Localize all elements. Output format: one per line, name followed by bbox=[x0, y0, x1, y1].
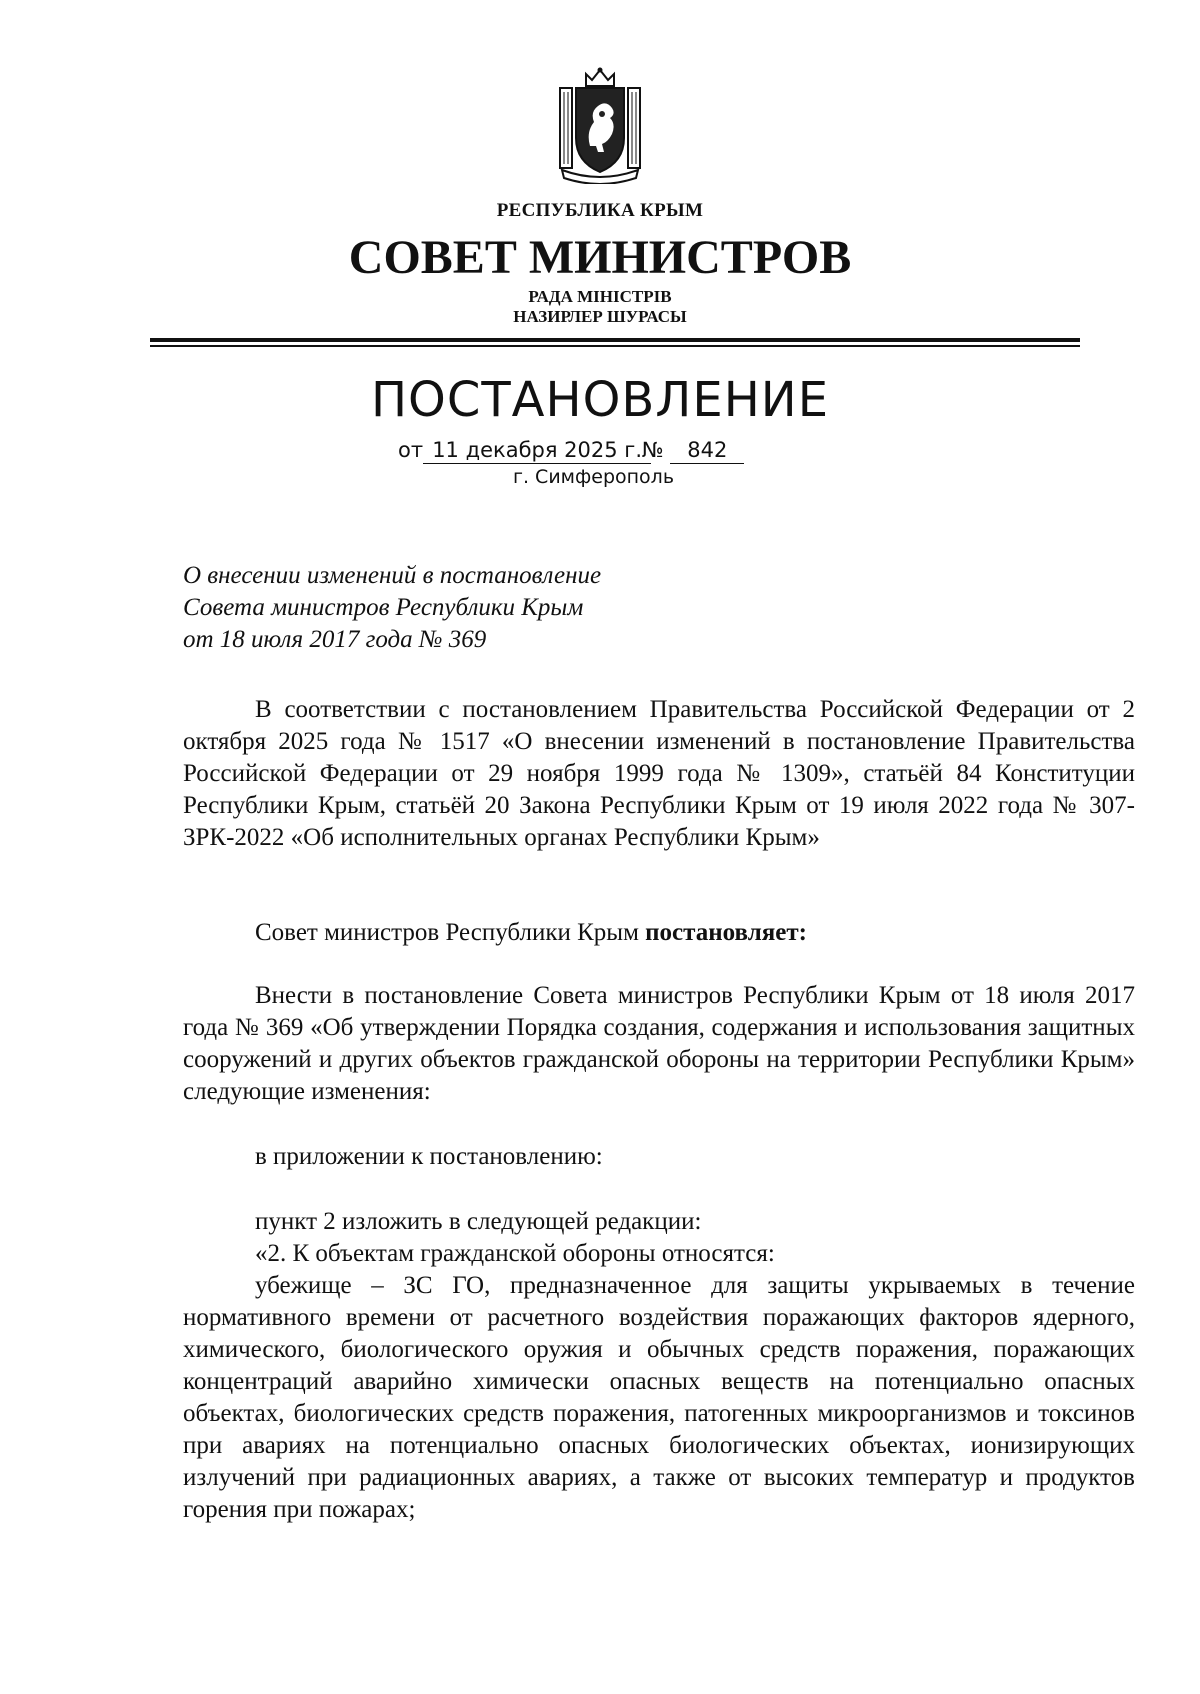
subject-line: от 18 июля 2017 года № 369 bbox=[183, 626, 487, 653]
header-divider-thick bbox=[150, 338, 1080, 342]
paragraph-text: в приложении к постановлению: bbox=[255, 1143, 603, 1170]
clause-intro-paragraph bbox=[183, 1206, 1135, 1238]
appendix-paragraph bbox=[183, 1141, 1135, 1173]
council-heading: СОВЕТ МИНИСТРОВ bbox=[348, 231, 852, 284]
decree-date: 11 декабря 2025 г. bbox=[423, 437, 651, 464]
subject-line: Совета министров Республики Крым bbox=[183, 594, 584, 621]
coat-of-arms-emblem bbox=[556, 66, 644, 184]
date-prefix: от bbox=[398, 438, 424, 462]
resolution-verb: постановляет: bbox=[645, 919, 807, 946]
subject-line: О внесении изменений в постановление bbox=[183, 562, 602, 589]
shelter-definition-paragraph bbox=[183, 1270, 1135, 1526]
decree-number: 842 bbox=[670, 437, 744, 464]
header-divider-thin bbox=[150, 345, 1080, 347]
clause-quote-paragraph bbox=[183, 1238, 1135, 1270]
paragraph-text: пункт 2 изложить в следующей редакции: bbox=[255, 1208, 702, 1235]
council-heading-ukrainian: РАДА МІНІСТРІВ bbox=[528, 287, 672, 306]
decree-city: г. Симферополь bbox=[513, 466, 675, 488]
council-heading-crimean-tatar: НАЗИРЛЕР ШУРАСЫ bbox=[513, 307, 687, 326]
paragraph-text: В соответствии с постановлением Правительства Российской Федерации от 2 октября 2025 года № 1517 «О внесении изменений в постановление Правительства Российской Федерации от 29 ноября 1999 года № 1309», статьёй 84 Конституции Республики Крым, статьёй 20 Закона Республики Крым от 19 июля 2022 года № 307-ЗРК-2022 «Об исполнительных органах Республики Крым» bbox=[183, 696, 1135, 851]
resolution-subject: Совет министров Республики Крым bbox=[255, 919, 639, 946]
decree-date-line bbox=[398, 437, 744, 464]
resolution-paragraph bbox=[183, 917, 1135, 949]
republic-heading: РЕСПУБЛИКА КРЫМ bbox=[496, 200, 704, 221]
paragraph-text: «2. К объектам гражданской обороны относятся: bbox=[255, 1240, 775, 1267]
amendment-paragraph bbox=[183, 980, 1135, 1108]
document-type-title: ПОСТАНОВЛЕНИЕ bbox=[370, 372, 830, 428]
paragraph-text: убежище – ЗС ГО, предназначенное для защиты укрываемых в течение нормативного времени от расчетного воздействия поражающих факторов ядерного, химического, биологического оружия и обычных средств поражения, поражающих концентраций аварийно химически опасных веществ на потенциально опасных объектах, биологических средств поражения, патогенных микроорганизмов и токсинов при авариях на потенциально опасных биологических объектах, ионизирующих излучений при радиационных авариях, а также от высоких температур и продуктов горения при пожарах; bbox=[183, 1272, 1135, 1523]
preamble-paragraph bbox=[183, 694, 1135, 854]
decree-subject bbox=[183, 560, 883, 656]
crimea-coat-of-arms-icon bbox=[556, 66, 644, 184]
paragraph-text bbox=[183, 917, 1135, 949]
number-sign: № bbox=[641, 438, 664, 462]
paragraph-text: Внести в постановление Совета министров Республики Крым от 18 июля 2017 года № 369 «Об утверждении Порядка создания, содержания и использования защитных сооружений и других объектов гражданской обороны на территории Республики Крым» следующие изменения: bbox=[183, 982, 1135, 1105]
